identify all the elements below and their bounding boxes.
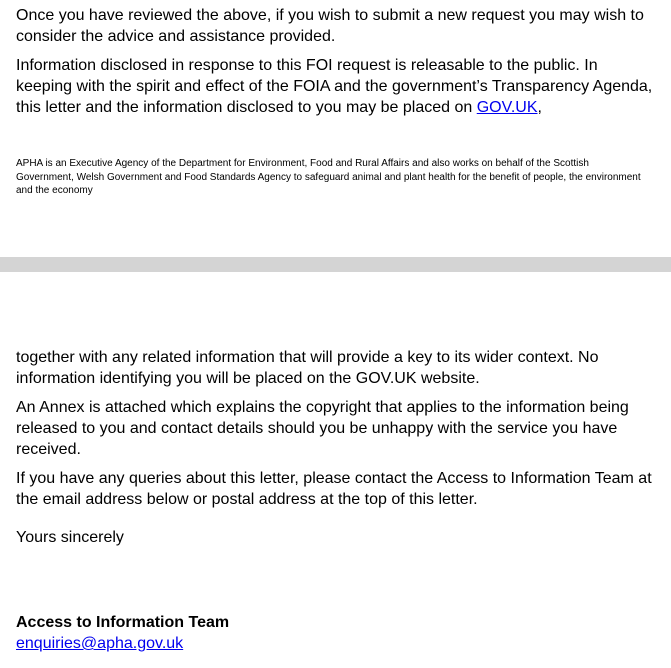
paragraph-disclosure-text: Information disclosed in response to this FOI request is releasable to the public. In keeping with the spirit and effect of the FOIA and the government’s Transparency Agenda, this letter and the information disclosed to you may be placed on — [16, 57, 653, 116]
closing-salutation: Yours sincerely — [16, 529, 124, 546]
signature-email — [16, 633, 656, 654]
paragraph-disclosure-suffix: , — [537, 99, 542, 116]
page-separator — [0, 257, 671, 272]
gov-uk-link[interactable]: GOV.UK — [476, 99, 538, 116]
paragraph-annex: An Annex is attached which explains the copyright that applies to the information being released to you and contact details should you be unhappy with the service you have received. — [16, 399, 629, 458]
signature-team-name: Access to Information Team — [16, 614, 230, 631]
document-page-2 — [0, 272, 671, 668]
paragraph-queries: If you have any queries about this letter, please contact the Access to Information Team at the email address below or postal address at the top of this letter. — [16, 470, 652, 508]
paragraph-disclosure — [16, 55, 656, 118]
email-link[interactable]: enquiries@apha.gov.uk — [16, 635, 184, 652]
paragraph-context: together with any related information that will provide a key to its wider context. No information identifying you will be placed on the GOV.UK website. — [16, 349, 599, 387]
apha-footer-note: APHA is an Executive Agency of the Department for Environment, Food and Rural Affairs and also works on behalf of the Scottish Government, Welsh Government and Food Standards Agency to safeguard animal and plant health for the benefit of people, the environment and the economy — [16, 158, 641, 196]
document-page-1 — [0, 0, 671, 257]
paragraph-advice: Once you have reviewed the above, if you wish to submit a new request you may wish to consider the advice and assistance provided. — [16, 7, 644, 45]
